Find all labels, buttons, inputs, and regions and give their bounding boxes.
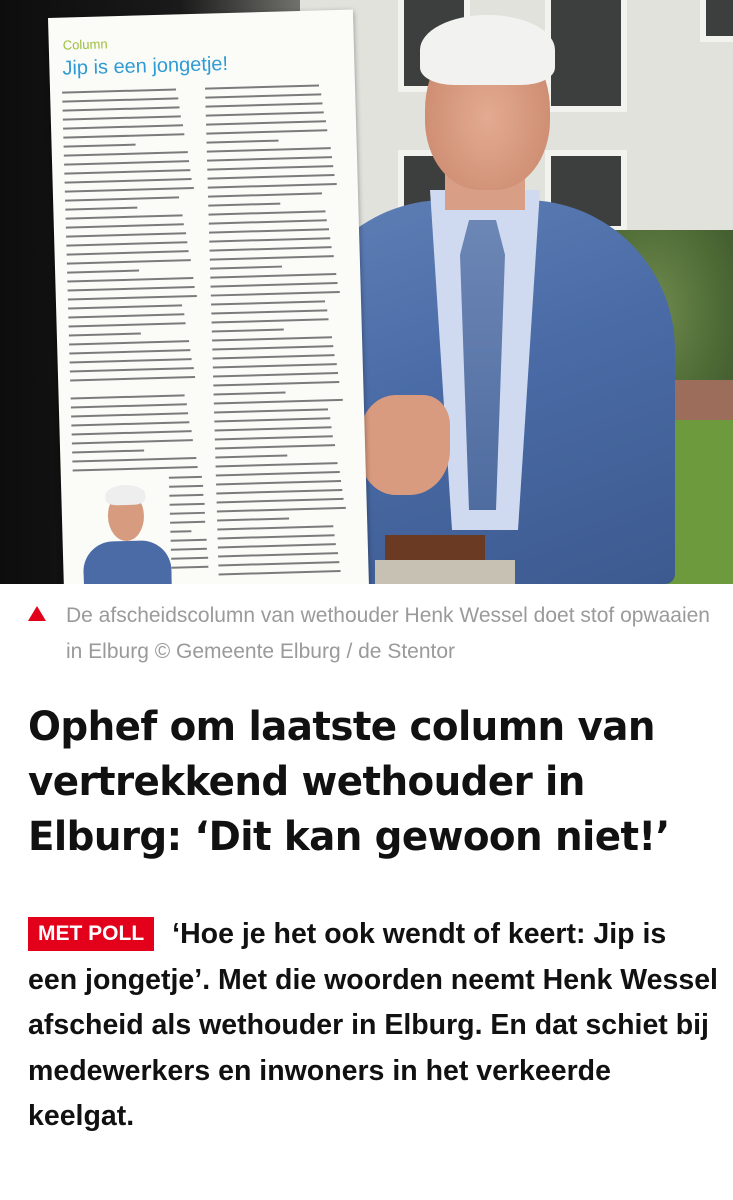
clipping-text-line <box>66 241 187 246</box>
clipping-text-line <box>70 367 194 372</box>
clipping-text-line <box>63 133 184 138</box>
clipping-text-line <box>65 187 194 193</box>
clipping-text-line <box>216 480 341 485</box>
clipping-portrait-hair <box>105 484 146 505</box>
clipping-text-line <box>69 333 141 337</box>
clipping-text-line <box>218 561 339 566</box>
clipping-text-column <box>205 84 349 577</box>
clipping-text-line <box>215 455 287 459</box>
clipping-text-line <box>215 435 333 440</box>
clipping-text-line <box>217 517 289 521</box>
clipping-text-line <box>207 140 279 144</box>
caption-text: De afscheidscolumn van wethouder Henk Wessel doet stof opwaaien in Elburg © Gemeente Elburg / de Stentor <box>66 604 710 663</box>
clipping-text-line <box>210 246 332 251</box>
clipping-text-line <box>216 471 340 476</box>
clipping-text-line <box>211 309 327 314</box>
clipping-text-line <box>68 295 197 301</box>
clipping-text-column <box>62 88 200 392</box>
clipping-text-line <box>206 120 326 125</box>
clipping-portrait <box>81 470 172 584</box>
clipping-text-line <box>205 93 321 98</box>
clipping-text-line <box>169 494 203 497</box>
clipping-text-line <box>64 144 136 148</box>
clipping-text-line <box>170 503 205 506</box>
clipping-text-line <box>209 210 326 215</box>
clipping-text-line <box>209 237 330 242</box>
clipping-text-line <box>171 548 208 551</box>
clipping-text-line <box>218 534 335 539</box>
clipping-text-line <box>217 498 344 504</box>
clipping-text-line <box>170 530 191 533</box>
clipping-text-line <box>206 102 323 107</box>
clipping-text-line <box>207 165 333 171</box>
clipping-text-line <box>218 543 336 548</box>
clipping-text-line <box>214 408 328 413</box>
clipping-text-line <box>71 412 188 417</box>
clipping-text-line <box>72 457 196 462</box>
red-triangle-icon <box>28 606 46 621</box>
clipping-text-line <box>66 232 186 237</box>
clipping-text-line <box>67 259 191 264</box>
clipping-text-line <box>66 214 183 219</box>
lead-text: ‘Hoe je het ook wendt of keert: Jip is een jongetje’. Met die woorden neemt Henk Wessel afscheid als wethouder in Elburg. En dat schiet bij medewerkers en inwoners in het verkeerde keelgat. <box>28 918 718 1132</box>
column-clipping <box>48 9 369 584</box>
clipping-text-line <box>208 192 322 197</box>
clipping-text-line <box>213 372 338 377</box>
hero-photo[interactable] <box>0 0 733 584</box>
clipping-text-line <box>71 394 185 399</box>
clipping-text-line <box>63 106 180 111</box>
clipping-text-line <box>214 392 286 396</box>
clipping-text-line <box>64 160 189 165</box>
clipping-text-line <box>216 462 338 467</box>
clipping-text-line <box>65 207 137 211</box>
clipping-text-line <box>218 552 338 557</box>
clipping-text-line <box>217 507 346 513</box>
clipping-text-line <box>67 270 139 274</box>
trousers <box>375 560 515 584</box>
poll-badge[interactable]: MET POLL <box>28 917 154 951</box>
clipping-text-line <box>67 250 189 255</box>
clipping-text-line <box>68 313 184 318</box>
clipping-text-line <box>71 403 187 408</box>
clipping-text-line <box>217 525 333 530</box>
clipping-text-line <box>64 151 188 156</box>
clipping-text-line <box>65 178 192 184</box>
clipping-text-line <box>68 304 182 309</box>
clipping-text-line <box>70 376 195 381</box>
clipping-text-line <box>72 430 192 435</box>
clipping-text-line <box>72 449 144 453</box>
clipping-text-line <box>208 203 280 207</box>
clipping-text-line <box>67 277 193 283</box>
article-headline: Ophef om laatste column van vertrekkend wethouder in Elburg: ‘Dit kan gewoon niet!’ <box>28 704 670 860</box>
clipping-kicker: Column <box>62 36 108 53</box>
clipping-text-line <box>213 354 335 359</box>
article-lead <box>28 912 718 1140</box>
clipping-text-line <box>63 124 183 129</box>
clipping-text-line <box>208 183 337 189</box>
clipping-text-line <box>171 557 208 560</box>
clipping-text-line <box>170 512 205 515</box>
clipping-text-line <box>62 97 178 102</box>
clipping-text-line <box>69 349 190 354</box>
clipping-text-line <box>211 300 325 305</box>
clipping-text-column <box>169 476 210 577</box>
clipping-text-line <box>170 521 205 524</box>
clipping-text-line <box>211 282 338 288</box>
clipping-portrait-jacket <box>83 540 172 584</box>
belt <box>385 535 485 563</box>
clipping-text-line <box>213 381 339 387</box>
clipping-text-line <box>72 439 193 444</box>
building-window <box>700 0 733 42</box>
clipping-text-line <box>71 421 189 426</box>
clipping-text-line <box>70 358 192 363</box>
clipping-text-line <box>207 147 331 152</box>
clipping-text-line <box>208 174 335 180</box>
clipping-text-line <box>214 399 343 405</box>
clipping-text-line <box>210 266 282 270</box>
clipping-text-line <box>62 88 176 93</box>
clipping-text-line <box>215 426 332 431</box>
clipping-text-line <box>169 476 202 479</box>
clipping-text-line <box>66 223 184 228</box>
clipping-text-line <box>219 570 341 575</box>
clipping-text-line <box>209 219 327 224</box>
clipping-text-line <box>69 322 186 327</box>
clipping-text-line <box>210 273 336 279</box>
clipping-text-line <box>171 566 208 569</box>
clipping-text-line <box>212 336 332 341</box>
hand <box>360 395 450 495</box>
clipping-text-line <box>212 345 333 350</box>
clipping-text-line <box>64 169 190 175</box>
clipping-text-line <box>213 363 337 368</box>
clipping-text-line <box>65 196 179 201</box>
clipping-text-line <box>69 340 189 345</box>
clipping-text-line <box>205 84 319 89</box>
clipping-text-line <box>207 156 332 161</box>
clipping-text-line <box>211 291 340 297</box>
clipping-text-line <box>215 444 335 449</box>
clipping-text-line <box>63 115 181 120</box>
clipping-text-line <box>68 286 195 292</box>
clipping-text-line <box>212 318 329 323</box>
clipping-text-line <box>169 485 203 488</box>
clipping-text-line <box>206 129 327 134</box>
clipping-text-line <box>210 255 334 260</box>
clipping-text-column <box>71 394 203 478</box>
clipping-text-line <box>216 489 342 495</box>
clipping-text-line <box>206 111 324 116</box>
white-hair <box>420 15 555 85</box>
clipping-text-line <box>171 539 207 542</box>
clipping-text-line <box>214 417 330 422</box>
clipping-text-line <box>212 329 284 333</box>
clipping-text-line <box>209 228 329 233</box>
clipping-title: Jip is een jongetje! <box>62 52 229 80</box>
